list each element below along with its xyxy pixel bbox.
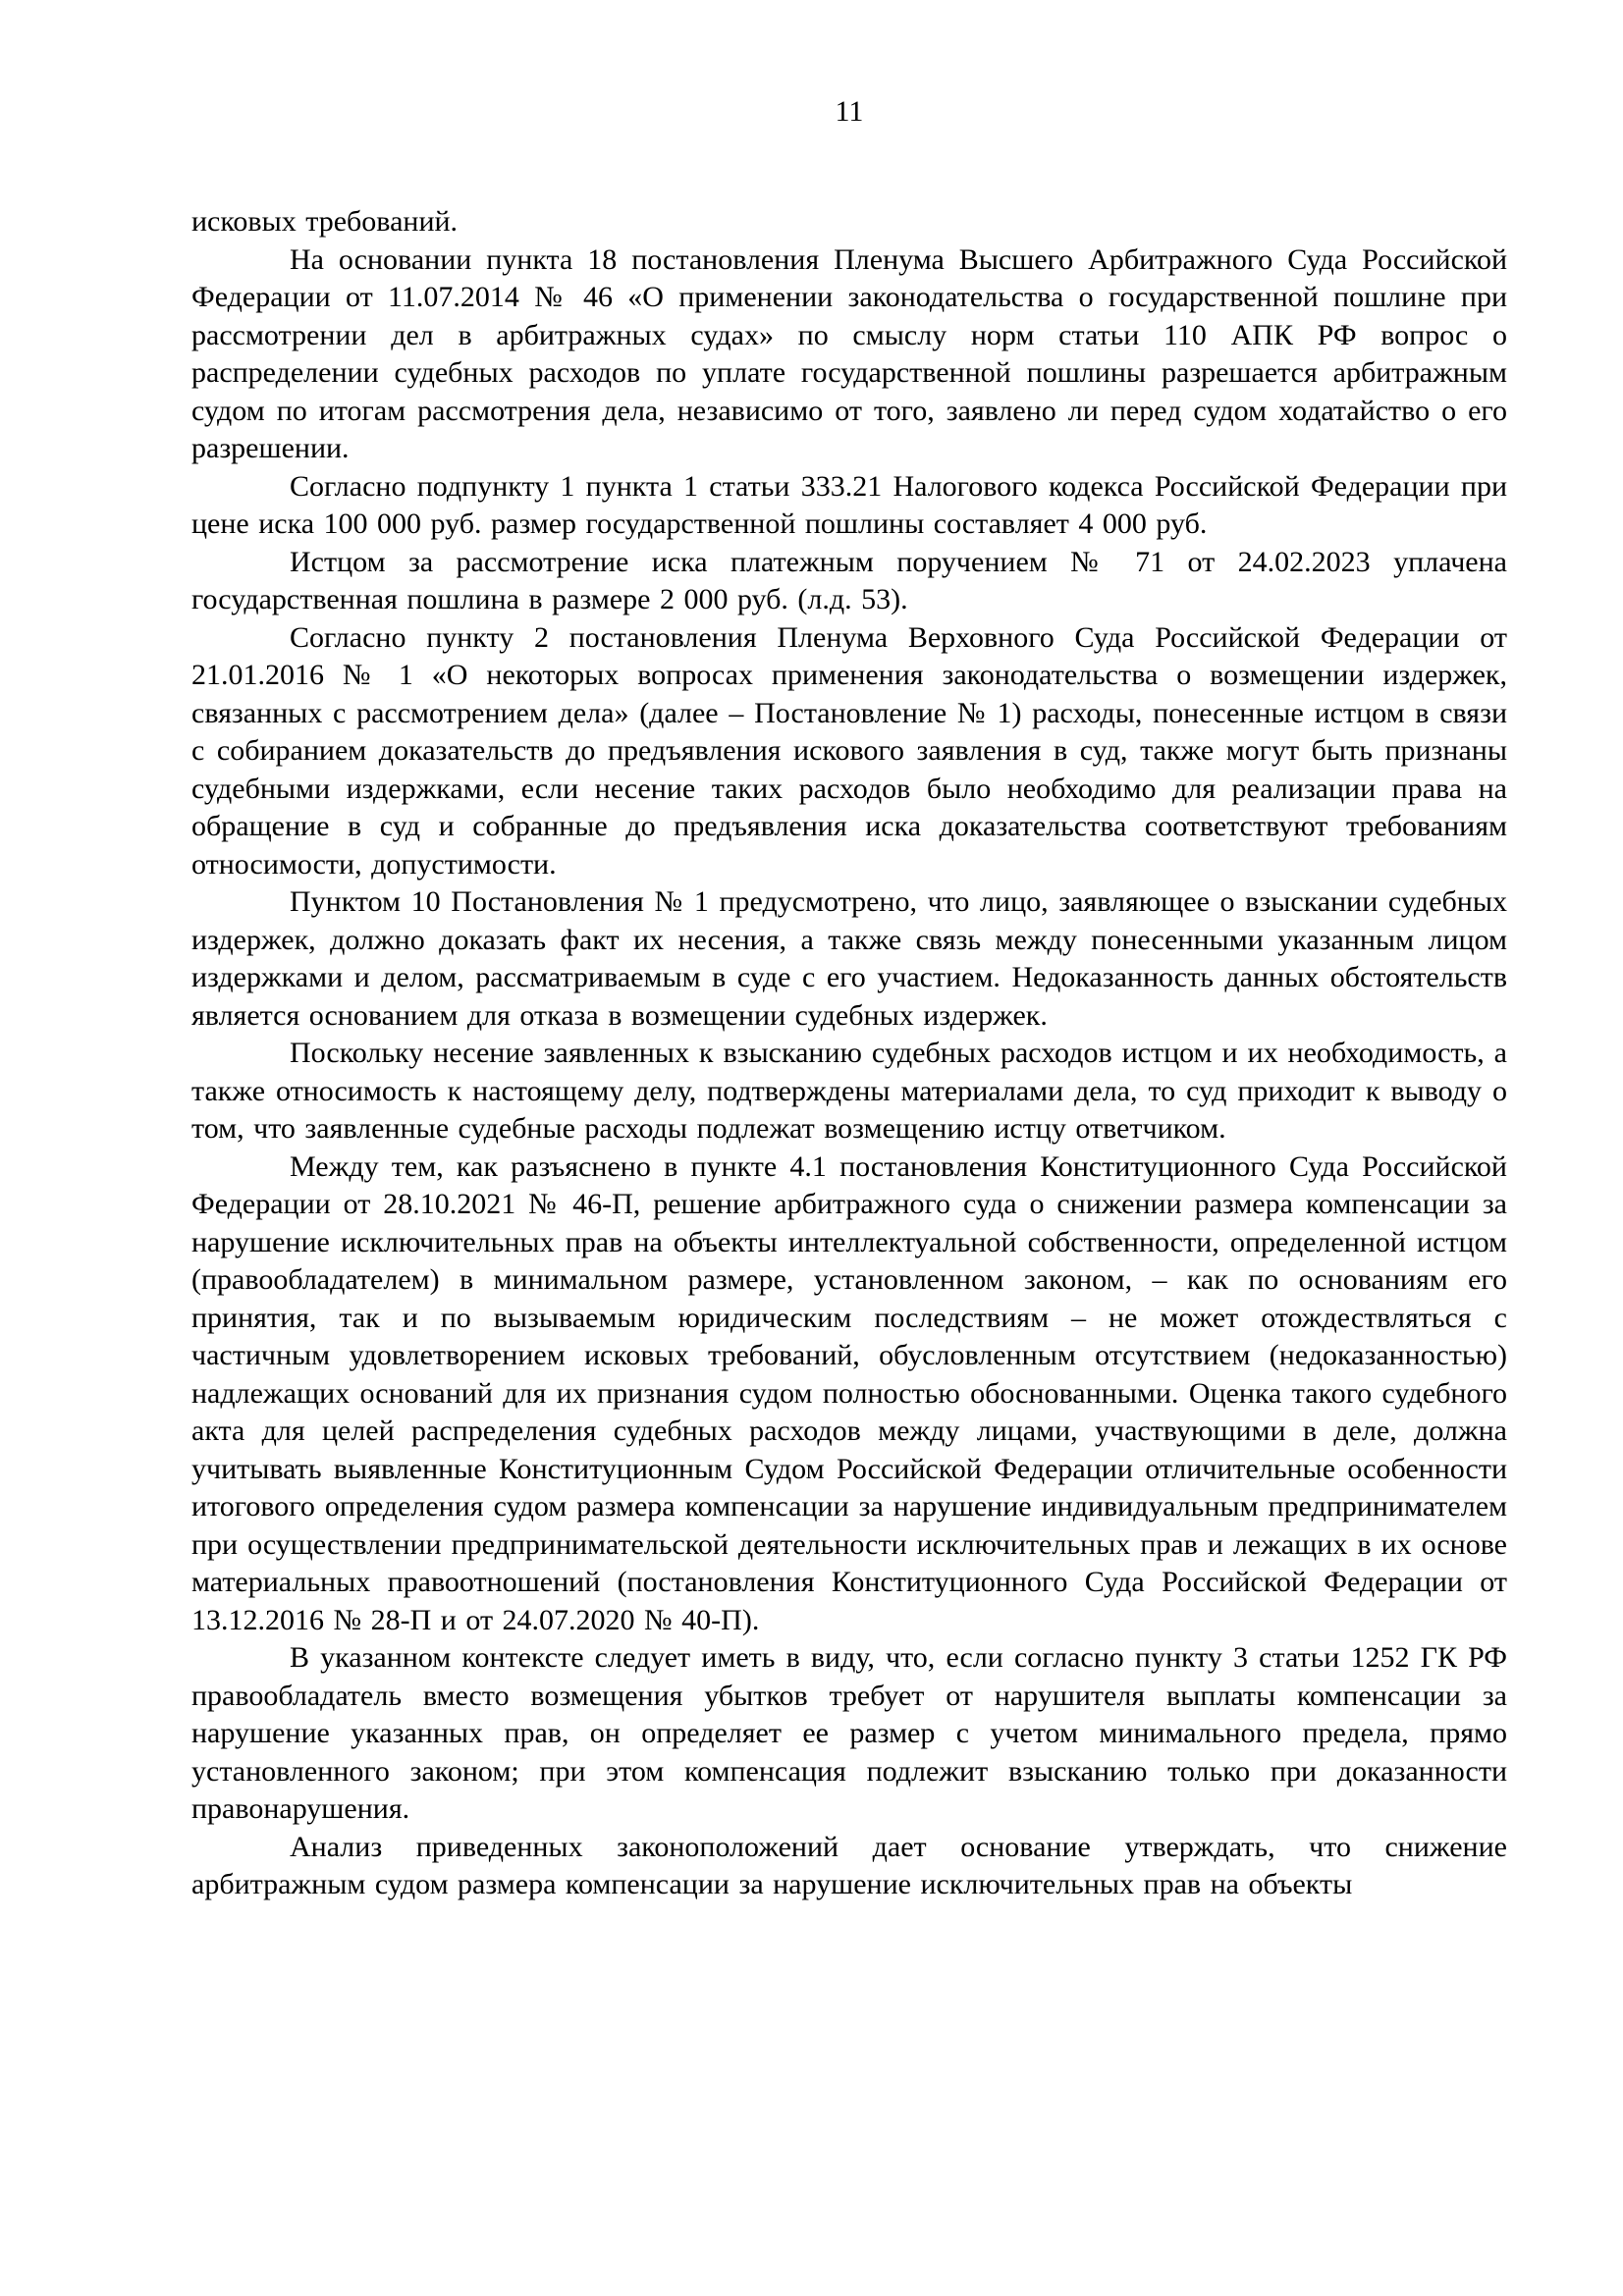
- paragraph: Согласно пункту 2 постановления Пленума Верховного Суда Российской Федерации от 21.01.2016 № 1 «О некоторых вопросах применения законодательства о возмещении издержек, связанных с рассмотрением дела» (далее – Постановление № 1) расходы, понесенные истцом в связи с собиранием доказательств до предъявления искового заявления в суд, также могут быть признаны судебными издержками, если несение таких расходов было необходимо для реализации права на обращение в суд и собранные до предъявления иска доказательства соответствуют требованиям относимости, допустимости.: [191, 620, 1507, 881]
- paragraph: На основании пункта 18 постановления Пленума Высшего Арбитражного Суда Российской Федерации от 11.07.2014 № 46 «О применении законодательства о государственной пошлине при рассмотрении дел в арбитражных судах» по смыслу норм статьи 110 АПК РФ вопрос о распределении судебных расходов по уплате государственной пошлины разрешается арбитражным судом по итогам рассмотрения дела, независимо от того, заявлено ли перед судом ходатайство о его разрешении.: [191, 242, 1507, 464]
- paragraph: Поскольку несение заявленных к взысканию судебных расходов истцом и их необходимость, а также относимость к настоящему делу, подтверждены материалами дела, то суд приходит к выводу о том, что заявленные судебные расходы подлежат возмещению истцу ответчиком.: [191, 1037, 1507, 1145]
- paragraph: Согласно подпункту 1 пункта 1 статьи 333.21 Налогового кодекса Российской Федерации при цене иска 100 000 руб. размер государственной пошлины составляет 4 000 руб.: [191, 469, 1507, 540]
- paragraph: В указанном контексте следует иметь в виду, что, если согласно пункту 3 статьи 1252 ГК РФ правообладатель вместо возмещения убытков требует от нарушителя выплаты компенсации за нарушение указанных прав, он определяет ее размер с учетом минимального предела, прямо установленного законом; при этом компенсация подлежит взысканию только при доказанности правонарушения.: [191, 1641, 1507, 1825]
- page-number: 11: [835, 95, 864, 128]
- paragraph: Истцом за рассмотрение иска платежным поручением № 71 от 24.02.2023 уплачена государственная пошлина в размере 2 000 руб. (л.д. 53).: [191, 545, 1507, 615]
- paragraph: Пунктом 10 Постановления № 1 предусмотрено, что лицо, заявляющее о взыскании судебных издержек, должно доказать факт их несения, а также связь между понесенными указанным лицом издержками и делом, рассматриваемым в суде с его участием. Недоказанность данных обстоятельств является основанием для отказа в возмещении судебных издержек.: [191, 885, 1507, 1032]
- paragraph: Анализ приведенных законоположений дает основание утверждать, что снижение арбитражным судом размера компенсации за нарушение исключительных прав на объекты: [191, 1830, 1507, 1900]
- paragraph: Между тем, как разъяснено в пункте 4.1 постановления Конституционного Суда Российской Федерации от 28.10.2021 № 46-П, решение арбитражного суда о снижении размера компенсации за нарушение исключительных прав на объекты интеллектуальной собственности, определенной истцом (правообладателем) в минимальном размере, установленном законом, – как по основаниям его принятия, так и по вызываемым юридическим последствиям – не может отождествляться с частичным удовлетворением исковых требований, обусловленным отсутствием (недоказанностью) надлежащих оснований для их признания судом полностью обоснованными. Оценка такого судебного акта для целей распределения судебных расходов между лицами, участвующими в деле, должна учитывать выявленные Конституционным Судом Российской Федерации отличительные особенности итогового определения судом размера компенсации за нарушение индивидуальным предпринимателем при осуществлении предпринимательской деятельности исключительных прав и лежащих в их основе материальных правоотношений (постановления Конституционного Суда Российской Федерации от 13.12.2016 № 28-П и от 24.07.2020 № 40-П).: [191, 1149, 1507, 1636]
- paragraph: исковых требований.: [191, 205, 459, 238]
